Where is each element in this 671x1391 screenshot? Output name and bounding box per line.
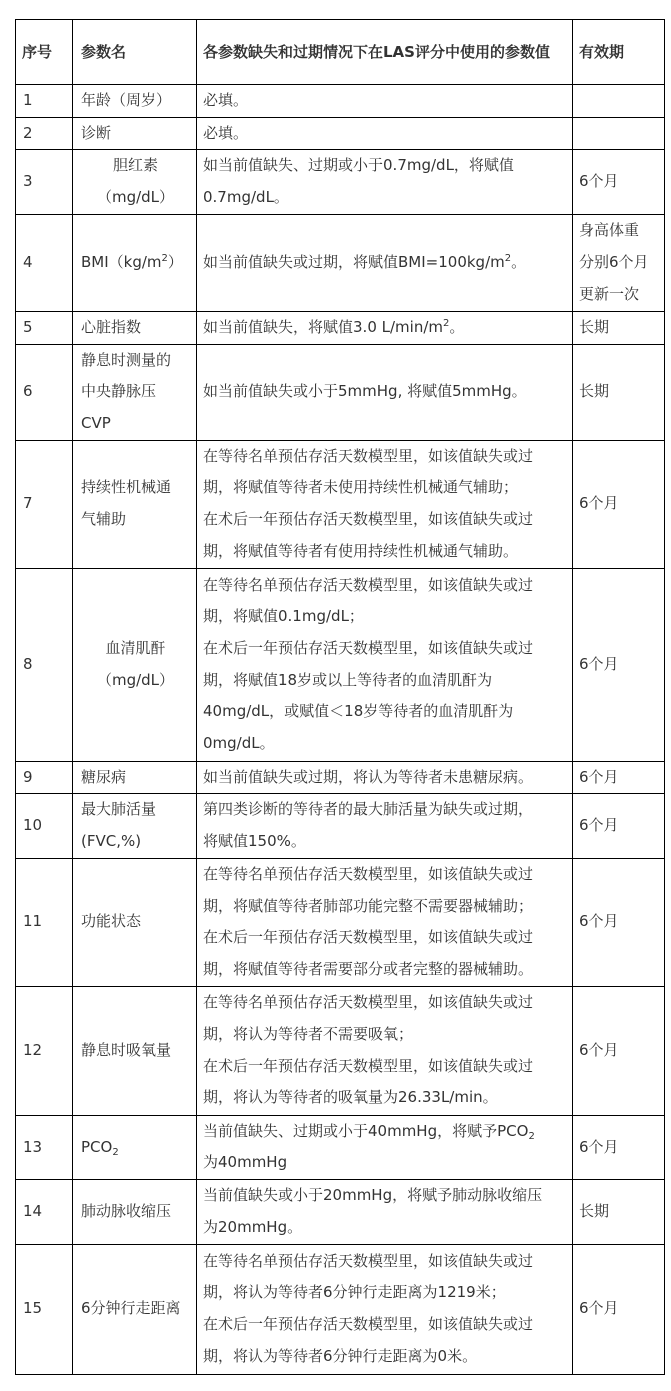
row-number: 9 bbox=[16, 761, 73, 794]
parameter-rule-line: 在等待名单预估存活天数模型里，如该值缺失或过 bbox=[203, 993, 534, 1012]
parameter-rule-line: 0.7mg/dL。 bbox=[203, 188, 289, 207]
parameter-name bbox=[73, 1180, 197, 1244]
parameter-name-line: 气辅助 bbox=[81, 510, 127, 529]
parameter-rule bbox=[197, 440, 573, 568]
parameter-rule-line: 为40mmHg bbox=[203, 1153, 288, 1172]
parameter-name-line: （mg/dL） bbox=[96, 188, 175, 207]
parameter-name bbox=[73, 986, 197, 1115]
parameter-rule-line: 在术后一年预估存活天数模型里，如该值缺失或过 bbox=[203, 1315, 534, 1334]
validity-period bbox=[573, 761, 665, 794]
table-row bbox=[16, 794, 665, 858]
parameter-name-line: 胆红素 bbox=[112, 156, 158, 175]
parameter-rule-line: 为20mmHg。 bbox=[203, 1217, 303, 1236]
parameter-name-line: CVP bbox=[81, 413, 111, 432]
row-number: 2 bbox=[16, 117, 73, 150]
table-row bbox=[16, 311, 665, 344]
parameter-rule bbox=[197, 344, 573, 440]
validity-period-line: 6个月 bbox=[579, 1040, 619, 1059]
validity-period bbox=[573, 344, 665, 440]
parameter-rule bbox=[197, 150, 573, 214]
parameter-name bbox=[73, 794, 197, 858]
header-no: 序号 bbox=[16, 20, 73, 85]
parameter-name-line: 肺动脉收缩压 bbox=[81, 1201, 172, 1220]
parameter-name-line: 静息时测量的 bbox=[81, 350, 172, 369]
validity-period-line: 6个月 bbox=[579, 172, 619, 191]
parameter-rule-line: 如当前值缺失或过期，将赋值$BMI=100kg/m^2$。 bbox=[203, 252, 527, 271]
parameter-name-line: 最大肺活量 bbox=[81, 800, 157, 819]
parameter-name bbox=[73, 311, 197, 344]
validity-period bbox=[573, 150, 665, 214]
validity-period bbox=[573, 1115, 665, 1179]
parameter-rule-line: 0mg/dL。 bbox=[203, 734, 275, 753]
parameter-rule bbox=[197, 1244, 573, 1374]
validity-period-line: 6个月 bbox=[579, 912, 619, 931]
validity-period bbox=[573, 1244, 665, 1374]
parameter-rule-line: 在术后一年预估存活天数模型里，如该值缺失或过 bbox=[203, 638, 534, 657]
row-number: 12 bbox=[16, 986, 73, 1115]
validity-period-line: 6个月 bbox=[579, 1137, 619, 1156]
parameter-name-line: 中央静脉压 bbox=[81, 382, 157, 401]
row-number: 8 bbox=[16, 568, 73, 761]
parameter-name bbox=[73, 568, 197, 761]
parameter-rule bbox=[197, 794, 573, 858]
parameter-rule-line: 期，将赋值0.1mg/dL； bbox=[203, 607, 364, 626]
row-number: 5 bbox=[16, 311, 73, 344]
parameter-name-line: 年龄（周岁） bbox=[81, 91, 172, 109]
parameter-name bbox=[73, 761, 197, 794]
parameter-rule bbox=[197, 214, 573, 311]
parameter-name bbox=[73, 85, 197, 118]
parameter-name-line: 6分钟行走距离 bbox=[81, 1299, 181, 1318]
parameter-name-line: 心脏指数 bbox=[81, 317, 142, 336]
parameter-rule-line: 在术后一年预估存活天数模型里，如该值缺失或过 bbox=[203, 510, 534, 529]
validity-period bbox=[573, 440, 665, 568]
parameter-rule-line: 期，将认为等待者6分钟行走距离为1219米； bbox=[203, 1283, 506, 1302]
parameter-rule bbox=[197, 85, 573, 118]
table-row bbox=[16, 214, 665, 311]
las-parameter-table bbox=[15, 19, 665, 1375]
parameter-rule-line: 期，将赋值等待者未使用持续性机械通气辅助； bbox=[203, 478, 519, 497]
parameter-name bbox=[73, 214, 197, 311]
row-number: 6 bbox=[16, 344, 73, 440]
parameter-table-container bbox=[15, 19, 665, 1375]
row-number: 4 bbox=[16, 214, 73, 311]
table-row bbox=[16, 85, 665, 118]
header-validity: 有效期 bbox=[573, 20, 665, 85]
parameter-rule-line: 在术后一年预估存活天数模型里，如该值缺失或过 bbox=[203, 1056, 534, 1075]
parameter-name-line: （mg/dL） bbox=[96, 670, 175, 689]
validity-period-line: 长期 bbox=[579, 1201, 610, 1220]
table-row bbox=[16, 568, 665, 761]
parameter-rule-line: 当前值缺失、过期或小于40mmHg，将赋予$PCO_2$ bbox=[203, 1121, 535, 1142]
validity-period bbox=[573, 85, 665, 118]
validity-period bbox=[573, 1180, 665, 1244]
table-row bbox=[16, 440, 665, 568]
parameter-rule-line: 期，将赋值等待者肺部功能完整不需要器械辅助； bbox=[203, 896, 534, 915]
validity-period bbox=[573, 794, 665, 858]
table-row bbox=[16, 117, 665, 150]
validity-period-line: 6个月 bbox=[579, 767, 619, 786]
parameter-name-line: 功能状态 bbox=[81, 912, 142, 931]
parameter-name-line: 诊断 bbox=[81, 123, 112, 142]
validity-period-line: 身高体重 bbox=[579, 221, 640, 240]
parameter-rule-line: 如当前值缺失、过期或小于0.7mg/dL，将赋值 bbox=[203, 156, 514, 175]
validity-period bbox=[573, 117, 665, 150]
validity-period-line: 6个月 bbox=[579, 1299, 619, 1318]
row-number: 1 bbox=[16, 85, 73, 118]
parameter-rule bbox=[197, 858, 573, 986]
parameter-rule-line: 如当前值缺失或小于5mmHg, 将赋值5mmHg。 bbox=[203, 382, 527, 401]
table-header-row bbox=[16, 20, 665, 85]
validity-period-line: 6个月 bbox=[579, 816, 619, 835]
parameter-rule-line: 期，将赋值18岁或以上等待者的血清肌酐为 bbox=[203, 670, 493, 689]
row-number: 13 bbox=[16, 1115, 73, 1179]
parameter-rule bbox=[197, 1115, 573, 1179]
parameter-name bbox=[73, 117, 197, 150]
validity-period-line: 6个月 bbox=[579, 494, 619, 513]
parameter-rule-line: 期，将赋值等待者有使用持续性机械通气辅助。 bbox=[203, 541, 519, 560]
parameter-rule-line: 期，将赋值等待者需要部分或者完整的器械辅助。 bbox=[203, 959, 534, 978]
header-name: 参数名 bbox=[73, 20, 197, 85]
parameter-name-line: $BMI(kg/m^2)$ bbox=[81, 252, 183, 271]
table-row bbox=[16, 150, 665, 214]
parameter-rule-line: 在等待名单预估存活天数模型里，如该值缺失或过 bbox=[203, 1251, 534, 1270]
validity-period-line: 长期 bbox=[579, 317, 610, 336]
row-number: 3 bbox=[16, 150, 73, 214]
parameter-rule-line: 如当前值缺失或过期，将认为等待者未患糖尿病。 bbox=[203, 767, 534, 786]
parameter-rule-line: 在等待名单预估存活天数模型里，如该值缺失或过 bbox=[203, 864, 534, 883]
parameter-name bbox=[73, 1115, 197, 1179]
validity-period-line: 6个月 bbox=[579, 654, 619, 673]
parameter-name-line: 糖尿病 bbox=[81, 767, 127, 786]
parameter-rule-line: 将赋值150%。 bbox=[203, 832, 306, 851]
parameter-name-line: $PCO_2$ bbox=[81, 1137, 119, 1158]
parameter-rule-line: 必填。 bbox=[203, 123, 249, 142]
parameter-rule-line: 当前值缺失或小于20mmHg，将赋予肺动脉收缩压 bbox=[203, 1186, 543, 1205]
parameter-rule-line: 在等待名单预估存活天数模型里，如该值缺失或过 bbox=[203, 575, 534, 594]
table-row bbox=[16, 1115, 665, 1179]
parameter-name bbox=[73, 858, 197, 986]
parameter-rule bbox=[197, 986, 573, 1115]
validity-period bbox=[573, 858, 665, 986]
validity-period-line: 分别6个月 bbox=[579, 252, 649, 271]
validity-period bbox=[573, 214, 665, 311]
parameter-rule-line: 必填。 bbox=[203, 91, 249, 109]
table-row bbox=[16, 986, 665, 1115]
parameter-rule-line: 期，将认为等待者不需要吸氧； bbox=[203, 1025, 414, 1044]
parameter-name bbox=[73, 344, 197, 440]
parameter-rule-line: 期，将认为等待者6分钟行走距离为0米。 bbox=[203, 1346, 478, 1365]
parameter-name bbox=[73, 440, 197, 568]
row-number: 10 bbox=[16, 794, 73, 858]
parameter-rule bbox=[197, 117, 573, 150]
parameter-rule bbox=[197, 1180, 573, 1244]
parameter-rule-line: 40mg/dL，或赋值＜18岁等待者的血清肌酐为 bbox=[203, 702, 514, 721]
row-number: 14 bbox=[16, 1180, 73, 1244]
parameter-name-line: (FVC,%) bbox=[81, 832, 142, 851]
validity-period-line: 更新一次 bbox=[579, 284, 640, 303]
parameter-name-line: 持续性机械通 bbox=[81, 478, 172, 497]
header-rule: 各参数缺失和过期情况下在LAS评分中使用的参数值 bbox=[197, 20, 573, 85]
parameter-rule-line: 在术后一年预估存活天数模型里，如该值缺失或过 bbox=[203, 928, 534, 947]
validity-period bbox=[573, 311, 665, 344]
table-row bbox=[16, 344, 665, 440]
validity-period-line: 长期 bbox=[579, 382, 610, 401]
parameter-rule-line: 在等待名单预估存活天数模型里，如该值缺失或过 bbox=[203, 446, 534, 465]
parameter-rule-line: 如当前值缺失，将赋值3.0 $L/\min/m^2$。 bbox=[203, 317, 465, 336]
table-body bbox=[16, 85, 665, 1375]
validity-period bbox=[573, 986, 665, 1115]
parameter-rule-line: 第四类诊断的等待者的最大肺活量为缺失或过期， bbox=[203, 800, 534, 819]
table-row bbox=[16, 1180, 665, 1244]
parameter-name-line: 静息时吸氧量 bbox=[81, 1040, 172, 1059]
parameter-name bbox=[73, 1244, 197, 1374]
table-row bbox=[16, 858, 665, 986]
row-number: 7 bbox=[16, 440, 73, 568]
parameter-rule bbox=[197, 568, 573, 761]
parameter-rule-line: 期，将认为等待者的吸氧量为26.33L/min。 bbox=[203, 1088, 498, 1107]
parameter-rule bbox=[197, 311, 573, 344]
table-row bbox=[16, 761, 665, 794]
parameter-name-line: 血清肌酐 bbox=[105, 638, 166, 657]
parameter-name bbox=[73, 150, 197, 214]
validity-period bbox=[573, 568, 665, 761]
row-number: 11 bbox=[16, 858, 73, 986]
parameter-rule bbox=[197, 761, 573, 794]
table-row bbox=[16, 1244, 665, 1374]
row-number: 15 bbox=[16, 1244, 73, 1374]
